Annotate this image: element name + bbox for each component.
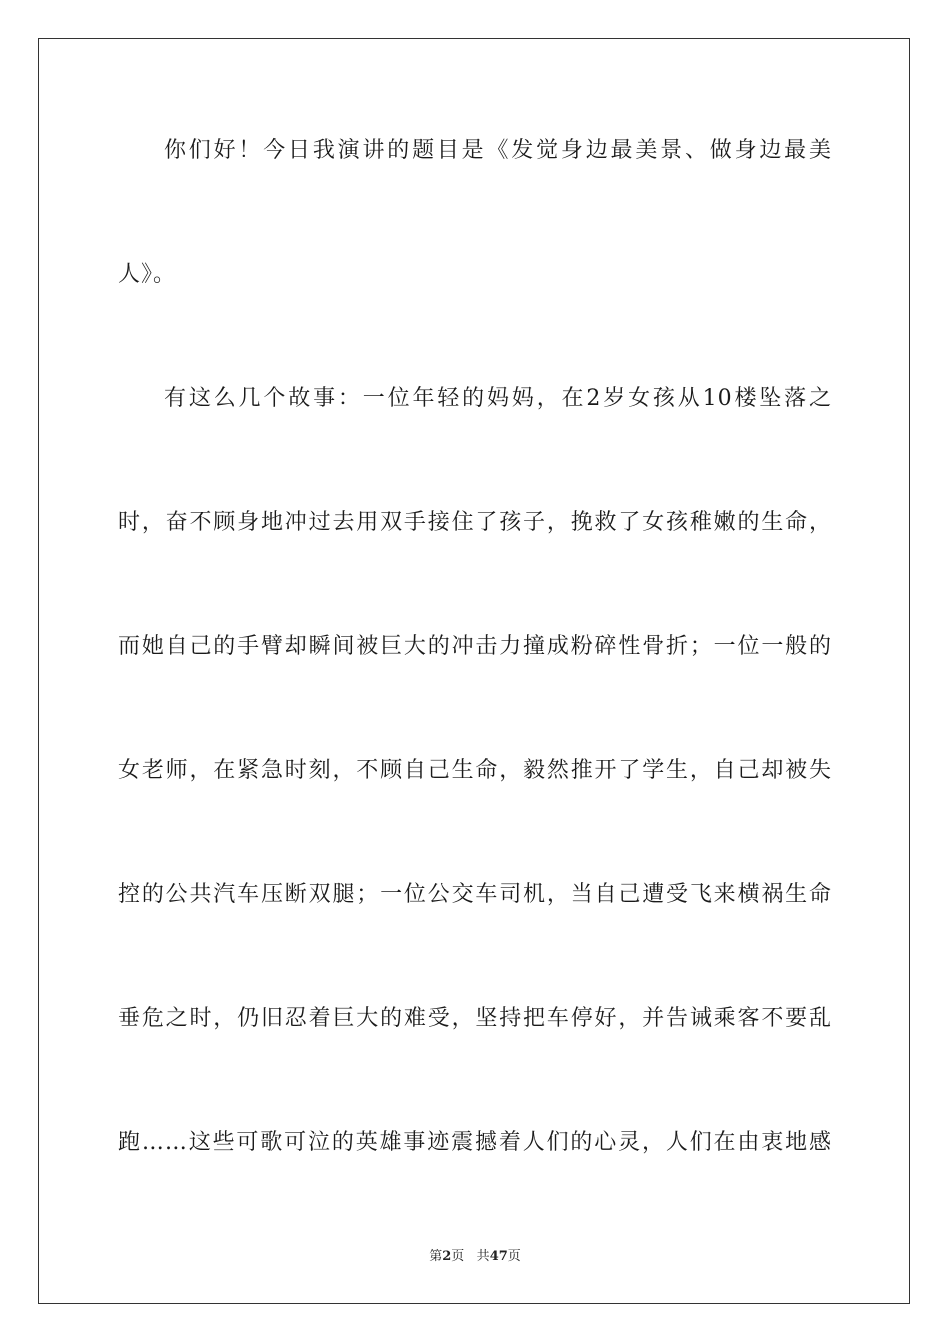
text-line-8: 垂危之时，仍旧忍着巨大的难受，坚持把车停好，并告诫乘客不要乱 [118, 1006, 832, 1031]
text-line-4: 时，奋不顾身地冲过去用双手接住了孩子，挽救了女孩稚嫩的生命， [118, 510, 832, 535]
total-suffix: 页 [507, 1249, 521, 1264]
page-frame [38, 38, 910, 1304]
text-line-2: 人》。 [118, 262, 177, 287]
text-line-1: 你们好！今日我演讲的题目是《发觉身边最美景、做身边最美 [164, 138, 832, 163]
page-suffix: 页 [451, 1249, 465, 1264]
text-line-5: 而她自己的手臂却瞬间被巨大的冲击力撞成粉碎性骨折；一位一般的 [118, 634, 832, 659]
page-number: 2 [442, 1249, 452, 1264]
page-footer [0, 1248, 950, 1266]
total-pages: 47 [489, 1249, 508, 1264]
page-prefix: 第 [429, 1249, 443, 1264]
text-line-6: 女老师，在紧急时刻，不顾自己生命，毅然推开了学生，自己却被失 [118, 758, 832, 783]
text-line-9: 跑……这些可歌可泣的英雄事迹震撼着人们的心灵，人们在由衷地感 [118, 1130, 832, 1155]
total-prefix: 共 [476, 1249, 490, 1264]
text-line-3: 有这么几个故事：一位年轻的妈妈，在2岁女孩从10楼坠落之 [164, 386, 832, 411]
text-line-7: 控的公共汽车压断双腿；一位公交车司机，当自己遭受飞来横祸生命 [118, 882, 832, 907]
